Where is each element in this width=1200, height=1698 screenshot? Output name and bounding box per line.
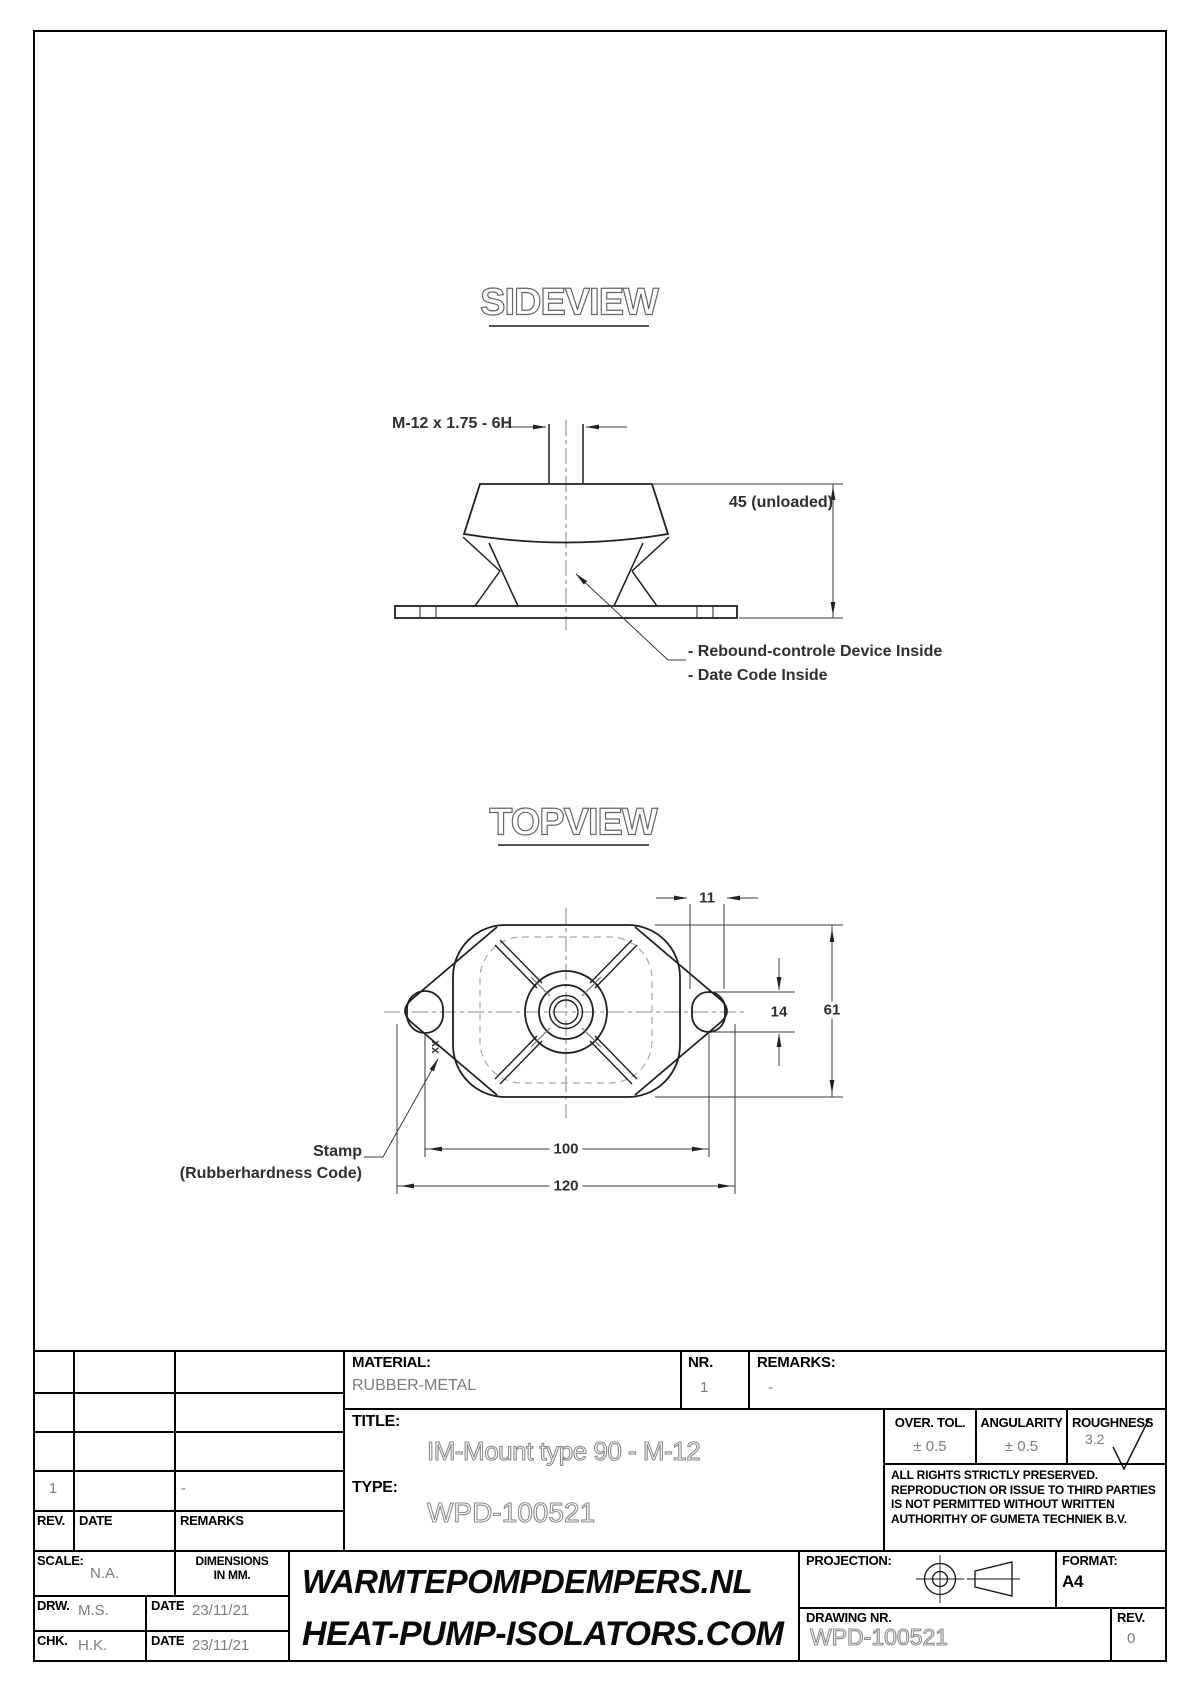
dim-width: 61 bbox=[820, 1002, 845, 1019]
type-value: WPD-100521 bbox=[427, 1497, 596, 1528]
projection-label: PROJECTION: bbox=[806, 1553, 892, 1568]
drw-date-label: DATE bbox=[151, 1598, 185, 1613]
thread-spec-label: M-12 x 1.75 - 6H bbox=[392, 415, 513, 432]
brand-domain-nl: WARMTEPOMPDEMPERS.NL bbox=[302, 1563, 753, 1600]
stamp-label-2: (Rubberhardness Code) bbox=[179, 1165, 362, 1182]
type-label: TYPE: bbox=[352, 1479, 398, 1496]
remarks-label: REMARKS: bbox=[757, 1354, 836, 1371]
title-value: IM-Mount type 90 - M-12 bbox=[427, 1436, 701, 1466]
remarks-header: REMARKS bbox=[180, 1513, 244, 1528]
nr-label: NR. bbox=[688, 1354, 713, 1371]
stamp-mark: xx bbox=[427, 1040, 442, 1054]
material-value: RUBBER-METAL bbox=[352, 1377, 477, 1394]
sideview-title-underline bbox=[489, 325, 649, 327]
over-tol-label: OVER. TOL. bbox=[894, 1415, 966, 1430]
drw-date-value: 23/11/21 bbox=[192, 1602, 250, 1619]
dimensions-note: DIMENSIONS bbox=[195, 1554, 269, 1568]
dim-length: 120 bbox=[549, 1178, 582, 1195]
angularity-label: ANGULARITY bbox=[980, 1415, 1063, 1430]
title-label: TITLE: bbox=[352, 1413, 400, 1430]
height-dimension-label: 45 (unloaded) bbox=[728, 494, 834, 511]
datecode-note: - Date Code Inside bbox=[688, 667, 828, 684]
rev-header: REV. bbox=[37, 1513, 65, 1528]
drw-label: DRW. bbox=[37, 1598, 70, 1613]
chk-date-value: 23/11/21 bbox=[192, 1637, 250, 1654]
topview-title: TOPVIEW bbox=[489, 801, 657, 844]
sideview-title: SIDEVIEW bbox=[480, 281, 658, 324]
rights-line-3: IS NOT PERMITTED WITHOUT WRITTEN bbox=[891, 1497, 1115, 1511]
material-label: MATERIAL: bbox=[352, 1354, 431, 1371]
scale-label: SCALE: bbox=[37, 1553, 84, 1568]
rev-value: 0 bbox=[1127, 1630, 1136, 1647]
chk-date-label: DATE bbox=[151, 1633, 185, 1648]
rev-label: REV. bbox=[1117, 1610, 1145, 1625]
over-tol-value: ± 0.5 bbox=[913, 1438, 947, 1455]
stamp-label: Stamp bbox=[313, 1143, 362, 1160]
rights-line-4: AUTHORITHY OF GUMETA TECHNIEK B.V. bbox=[891, 1511, 1127, 1526]
format-label: FORMAT: bbox=[1062, 1553, 1118, 1568]
roughness-value: 3.2 bbox=[1085, 1431, 1105, 1447]
chk-label: CHK. bbox=[37, 1633, 68, 1648]
topview-title-underline bbox=[498, 844, 649, 846]
angularity-value: ± 0.5 bbox=[1004, 1438, 1039, 1455]
dim-hole-pitch: 100 bbox=[549, 1141, 582, 1158]
rebound-note: - Rebound-controle Device Inside bbox=[688, 643, 943, 660]
drawing-nr-label: DRAWING NR. bbox=[806, 1610, 892, 1625]
drawing-nr-value: WPD-100521 bbox=[810, 1624, 949, 1650]
brand-domain-com: HEAT-PUMP-ISOLATORS.COM bbox=[302, 1615, 784, 1653]
format-value: A4 bbox=[1062, 1572, 1084, 1591]
dim-slot-length: 14 bbox=[770, 1003, 788, 1021]
chk-value: H.K. bbox=[78, 1637, 108, 1654]
remarks-value: - bbox=[768, 1379, 773, 1396]
rights-line-1: ALL RIGHTS STRICTLY PRESERVED. bbox=[891, 1468, 1098, 1482]
rights-line-2: REPRODUCTION OR ISSUE TO THIRD PARTIES bbox=[891, 1482, 1156, 1497]
scale-value: N.A. bbox=[90, 1565, 120, 1582]
dim-slot-width: 11 bbox=[699, 889, 715, 907]
dimensions-note-2: IN MM. bbox=[213, 1568, 251, 1582]
rev-row-number: 1 bbox=[48, 1480, 58, 1497]
date-header: DATE bbox=[79, 1513, 113, 1528]
rev-row-remarks: - bbox=[181, 1480, 186, 1497]
nr-value: 1 bbox=[700, 1379, 709, 1396]
roughness-label: ROUGHNESS bbox=[1072, 1415, 1154, 1430]
drw-value: M.S. bbox=[78, 1602, 109, 1619]
